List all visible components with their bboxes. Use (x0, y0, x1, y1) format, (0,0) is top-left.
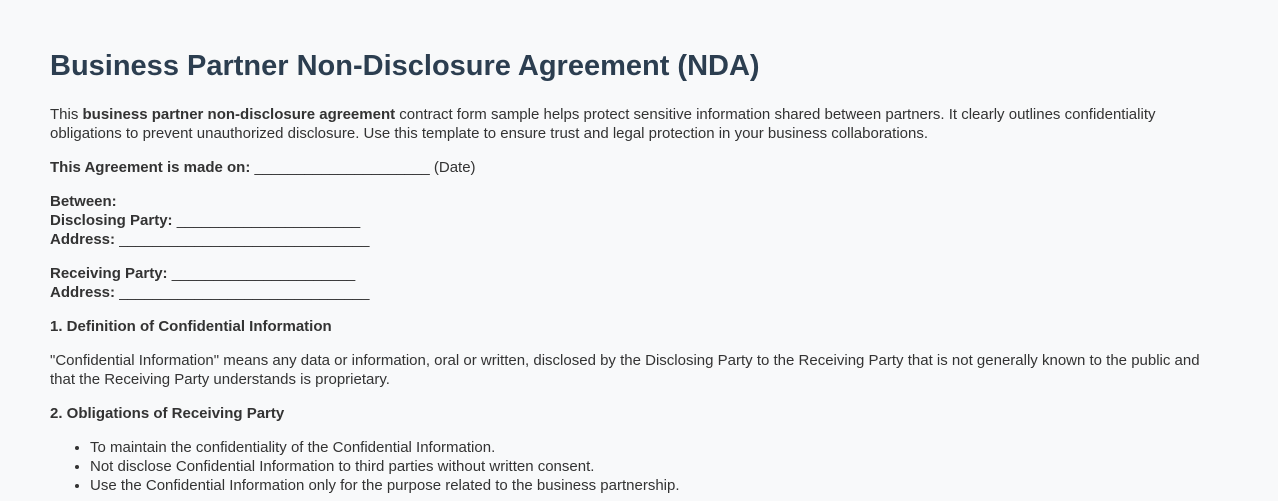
list-item: • Use the Confidential Information only for the purpose related to the business partnership. (90, 476, 1220, 495)
list-item: • To maintain the confidentiality of the Confidential Information. (90, 438, 1220, 457)
section-definition (50, 317, 1220, 389)
receiving-party-label: Receiving Party: (50, 265, 168, 283)
receiving-address-label: Address: (50, 284, 116, 302)
agreement-date-blank: _____________________ (254, 159, 430, 177)
obligations-list (50, 438, 1220, 495)
receiving-party-group (50, 264, 1220, 302)
section-1-heading: 1. Definition of Confidential Information (50, 318, 332, 336)
page-title: Business Partner Non-Disclosure Agreement (NDA) (50, 50, 760, 82)
agreement-date-line (50, 158, 1220, 177)
disclosing-party-blank: ______________________ (176, 212, 361, 230)
receiving-address-blank: ______________________________ (119, 284, 370, 302)
disclosing-address-blank: ______________________________ (119, 231, 370, 249)
intro-paragraph (50, 105, 1220, 143)
list-item: • Not disclose Confidential Information to third parties without written consent. (90, 457, 1220, 476)
intro-rest: contract form sample helps protect sensitive information shared between partners. It clearly outlines confidentiality obligations to prevent unauthorized disclosure. Use this template to ensure trust and legal protection in your business collaborations. (50, 106, 1156, 143)
section-obligations (50, 404, 1220, 495)
section-2-heading: 2. Obligations of Receiving Party (50, 405, 285, 423)
disclosing-party-label: Disclosing Party: (50, 212, 173, 230)
intro-prefix: This (50, 106, 79, 124)
disclosing-address-label: Address: (50, 231, 116, 249)
intro-bold-phrase: business partner non-disclosure agreement (82, 106, 396, 124)
agreement-date-label: This Agreement is made on: (50, 159, 251, 177)
between-label: Between: (50, 193, 117, 211)
section-1-body: "Confidential Information" means any data or information, oral or written, disclosed by the Disclosing Party to the Receiving Party that is not generally known to the public and that the Receiving Party understands is proprietary. (50, 352, 1200, 389)
receiving-party-blank: ______________________ (171, 265, 356, 283)
agreement-date-suffix: (Date) (433, 159, 476, 177)
disclosing-party-group (50, 192, 1220, 249)
